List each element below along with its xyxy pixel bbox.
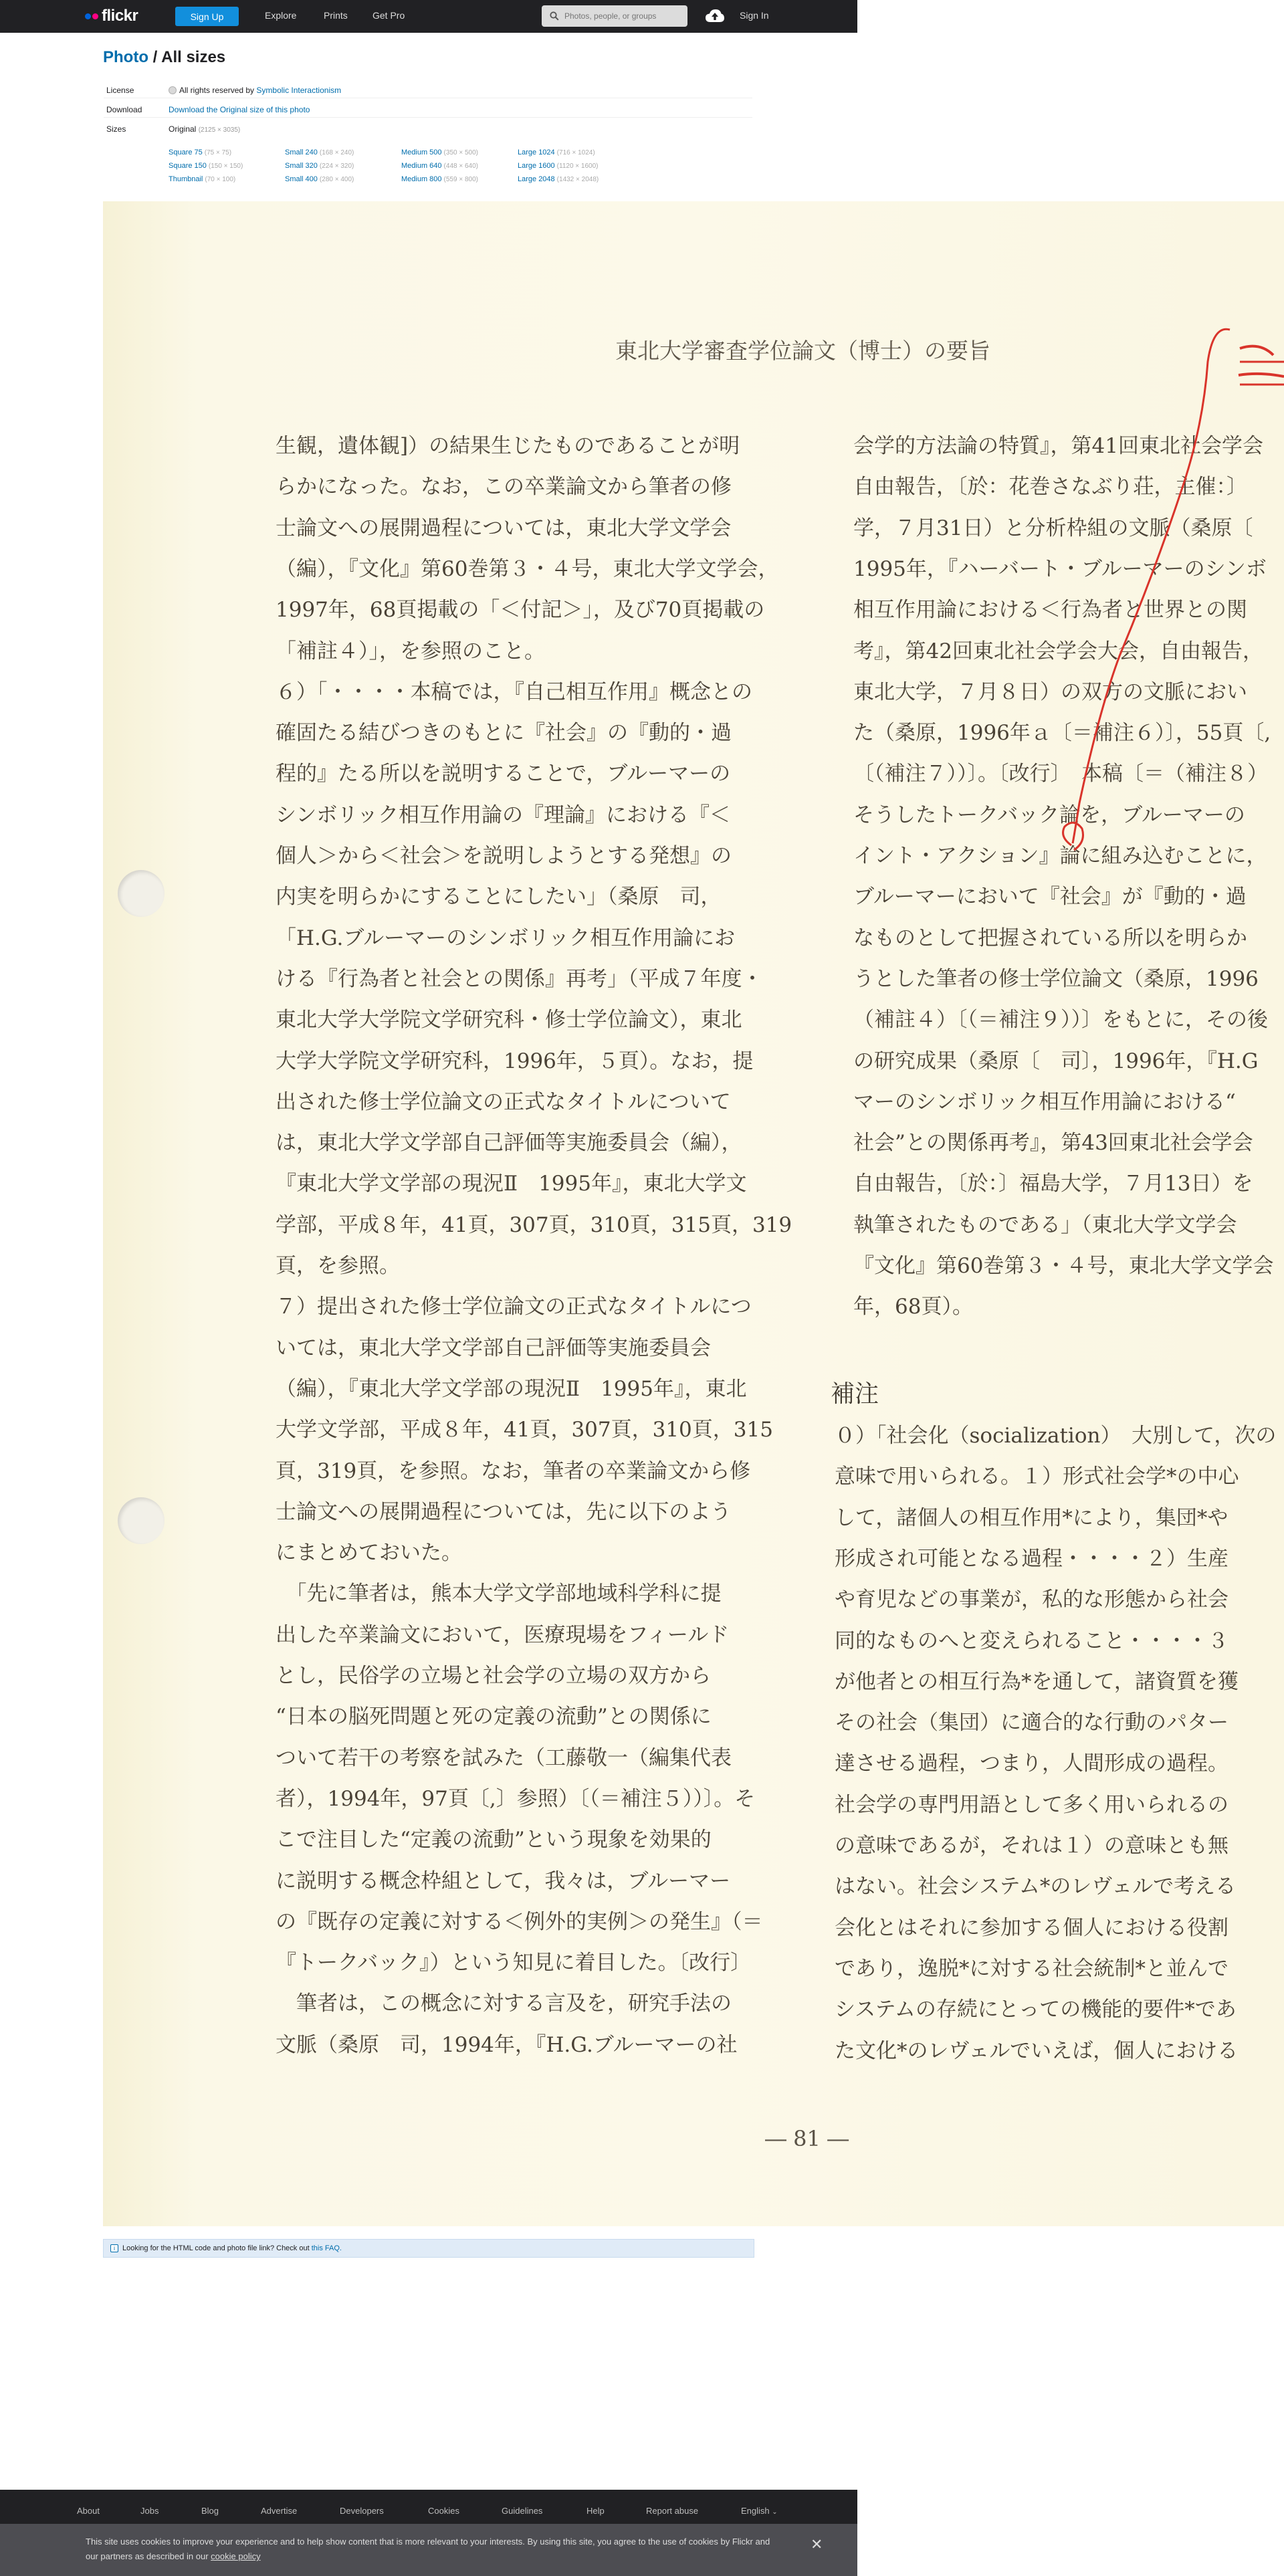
- document-text-line: 大学大学院文学研究科，1996年，５頁）。なお，提: [276, 1049, 754, 1073]
- document-text-line: なものとして把握されている所以を明らか: [853, 926, 1247, 950]
- photo-image: [103, 201, 1284, 2226]
- document-text-line: うとした筆者の修士学位論文（桑原，1996: [853, 966, 1259, 991]
- size-link-thumbnail[interactable]: Thumbnail (70 × 100): [169, 175, 236, 183]
- original-size: [169, 124, 240, 134]
- document-text-line: 内実を明らかにすることにしたい」（桑原 司，: [276, 885, 722, 909]
- document-text-line: 生観，遺体観]）の結果生じたものであることが明: [276, 434, 740, 458]
- footer-about[interactable]: About: [77, 2506, 100, 2516]
- document-text-line: の『既存の定義に対する＜例外的実例＞の発生』（＝: [276, 1909, 763, 1934]
- document-text-line: 学，７月31日）と分析枠組の文脈（桑原〔: [853, 516, 1253, 540]
- footer-guidelines[interactable]: Guidelines: [502, 2506, 543, 2516]
- size-link-square-150[interactable]: Square 150 (150 × 150): [169, 162, 243, 170]
- logo-pink-dot: [92, 13, 98, 19]
- document-text-line: 士論文への展開過程については，東北大学文学会: [276, 516, 732, 540]
- logo-text: flickr: [102, 7, 138, 25]
- document-text-line: ６）「・・・・本稿では，『自己相互作用』概念との: [276, 679, 752, 704]
- footer-developers[interactable]: Developers: [340, 2506, 384, 2516]
- license-row: [104, 84, 752, 98]
- signup-button[interactable]: Sign Up: [175, 7, 239, 26]
- footer-cookies[interactable]: Cookies: [428, 2506, 459, 2516]
- document-text-line: 意味で用いられる。１）形式社会学*の中心: [835, 1465, 1239, 1489]
- document-text-line: ついて若干の考察を試みた（工藤敬一（編集代表: [276, 1745, 732, 1770]
- page-title: [103, 48, 225, 67]
- close-icon[interactable]: ✕: [811, 2536, 823, 2553]
- download-row: [104, 103, 752, 118]
- punch-hole: [118, 1497, 165, 1544]
- owner-link[interactable]: Symbolic Interactionism: [256, 86, 342, 95]
- cookie-policy-link[interactable]: cookie policy: [211, 2551, 261, 2561]
- document-text-line: 社会”との関係再考』，第43回東北社会学会: [853, 1131, 1253, 1156]
- document-text-line: とし，民俗学の立場と社会学の立場の双方から: [276, 1664, 711, 1688]
- document-text-line: 会学的方法論の特質』，第41回東北社会学会: [853, 434, 1263, 458]
- footer-jobs[interactable]: Jobs: [140, 2506, 159, 2516]
- size-link-small-400[interactable]: Small 400 (280 × 400): [285, 175, 354, 183]
- flickr-logo[interactable]: [85, 8, 138, 24]
- document-text-line: 『文化』第60巻第３・４号，東北大学文学会: [853, 1254, 1274, 1278]
- footer-help[interactable]: Help: [586, 2506, 605, 2516]
- size-link-medium-800[interactable]: Medium 800 (559 × 800): [401, 175, 478, 183]
- document-header: 東北大学審査学位論文（博士）の要旨: [615, 338, 990, 364]
- punch-hole: [118, 870, 165, 917]
- all-sizes-title: All sizes: [161, 48, 226, 66]
- document-text-line: はない。社会システム*のレヴェルで考える: [835, 1874, 1237, 1899]
- document-text-line: 出された修士学位論文の正式なタイトルについて: [276, 1089, 731, 1114]
- document-text-line: 程的』たる所以を説明することで，ブルーマーの: [276, 762, 731, 786]
- download-label: Download: [106, 105, 142, 114]
- document-text-line: 達させる過程，つまり，人間形成の過程。: [835, 1751, 1228, 1776]
- search-input[interactable]: [564, 11, 678, 21]
- document-text-line: そうしたトークバック論を，ブルーマーの: [853, 802, 1245, 827]
- document-text-line: 東北大学大学院文学研究科・修士学位論文），東北: [276, 1008, 742, 1033]
- size-link-large-1024[interactable]: Large 1024 (716 × 1024): [518, 148, 595, 156]
- document-text-line: 『トークバック』）という知見に着目した。〔改行〕: [276, 1951, 752, 1975]
- document-text-line: こで注目した“定義の流動”という現象を効果的: [276, 1828, 712, 1852]
- document-text-line: た文化*のレヴェルでいえば，個人における: [835, 2038, 1239, 2063]
- size-link-small-240[interactable]: Small 240 (168 × 240): [285, 148, 354, 156]
- language-selector[interactable]: English ⌄: [741, 2506, 778, 2516]
- document-text-line: （編），『東北大学文学部の現況Ⅱ 1995年』，東北: [276, 1376, 747, 1401]
- document-text-line: 相互作用論における＜行為者と世界との関: [853, 598, 1247, 623]
- document-text-line: 学部，平成８年，41頁，307頁，310頁，315頁，319: [276, 1212, 792, 1237]
- info-icon: i: [110, 2244, 118, 2252]
- document-text-line: 自由報告，〔於：〕福島大学，７月13日）を: [853, 1172, 1253, 1196]
- document-text-line: いては，東北大学文学部自己評価等実施委員会: [276, 1335, 711, 1360]
- document-text-line: 「H.G.ブルーマーのシンボリック相互作用論にお: [276, 926, 736, 950]
- document-text-line: 文脈（桑原 司，1994年，『H.G.ブルーマーの社: [276, 2032, 738, 2057]
- license-text: All rights reserved by: [179, 86, 255, 95]
- document-text-line: た（桑原，1996年ａ〔＝補注６）〕，55頁〔,: [853, 721, 1271, 746]
- document-text-line: 会化とはそれに参加する個人における役割: [835, 1915, 1228, 1940]
- document-text-line: 士論文への展開過程については，先に以下のよう: [276, 1499, 732, 1524]
- document-text-line: イント・アクション』論に組み込むことに，: [853, 844, 1267, 868]
- document-text-line: ける『行為者と社会との関係』再考」（平成７年度・: [276, 966, 763, 991]
- document-text-line: 〔（補注７））〕。〔改行〕 本稿〔＝（補注８）: [853, 762, 1268, 786]
- document-text-line: マーのシンボリック相互作用論における“: [853, 1089, 1236, 1114]
- document-text-line: 大学文学部，平成８年，41頁，307頁，310頁，315: [276, 1418, 773, 1442]
- document-text-line: 1997年，68頁掲載の「＜付記＞」，及び70頁掲載の: [276, 598, 765, 623]
- document-text-line: は，東北大学文学部自己評価等実施委員会（編），: [276, 1131, 742, 1156]
- upload-cloud-icon[interactable]: [705, 9, 725, 23]
- size-link-small-320[interactable]: Small 320 (224 × 320): [285, 162, 354, 170]
- faq-link[interactable]: this FAQ.: [311, 2244, 342, 2252]
- document-text-line: 1995年，『ハーバート・ブルーマーのシンボ: [853, 556, 1267, 581]
- document-text-line: の研究成果（桑原〔 司〕，1996年，『H.G: [853, 1049, 1259, 1073]
- cookie-banner: [0, 2524, 857, 2576]
- document-text-line: ０）「社会化（socialization） 大別して，次の: [835, 1424, 1277, 1448]
- document-text-line: 確固たる結びつきのもとに『社会』の『動的・過: [276, 721, 732, 746]
- document-text-line: 執筆されたものである」（東北大学文学会: [853, 1212, 1237, 1237]
- document-text-line: その社会（集団）に適合的な行動のパター: [835, 1711, 1228, 1735]
- original-dims: (2125 × 3035): [198, 126, 241, 134]
- nav-get-pro[interactable]: Get Pro: [372, 10, 405, 21]
- document-text-line: 考』，第42回東北社会学会大会，自由報告，: [853, 639, 1263, 663]
- license-value: [169, 86, 341, 95]
- footer-advertise[interactable]: Advertise: [261, 2506, 298, 2516]
- document-text-line: 「先に筆者は，熊本大学文学部地域科学科に提: [276, 1582, 722, 1606]
- document-text-line: 出した卒業論文において，医療現場をフィールド: [276, 1622, 730, 1647]
- document-text-line: 東北大学，７月８日）の双方の文脈におい: [853, 679, 1247, 704]
- nav-explore[interactable]: Explore: [265, 10, 297, 21]
- chevron-down-icon: ⌄: [772, 2508, 778, 2516]
- document-text-line: 形成され可能となる過程・・・・２）生産: [835, 1546, 1228, 1571]
- document-text-line: 自由報告，〔於：花巻さなぶり荘，主催：〕: [853, 475, 1247, 500]
- sizes-row: [104, 122, 752, 137]
- document-text-line: や育児などの事業が，私的な形態から社会: [835, 1588, 1228, 1612]
- nav-prints[interactable]: Prints: [324, 10, 348, 21]
- document-text-line: 頁，319頁，を参照。なお，筆者の卒業論文から修: [276, 1459, 751, 1483]
- top-navigation-bar: [0, 0, 857, 33]
- download-original-link[interactable]: Download the Original size of this photo: [169, 105, 310, 114]
- document-text-line: 者），1994年，97頁〔,〕参照）〔（＝補注５））〕。そ: [276, 1786, 756, 1811]
- document-text-line: であり，逸脱*に対する社会統制*と並んで: [835, 1956, 1228, 1981]
- document-text-line: 『東北大学文学部の現況Ⅱ 1995年』，東北大学文: [276, 1172, 747, 1196]
- document-text-line: “日本の脳死問題と死の定義の流動”との関係に: [276, 1705, 712, 1729]
- document-text-line: （編），『文化』第60巻第３・４号，東北大学文学会，: [276, 556, 779, 581]
- document-text-line: 社会学の専門用語として多く用いられるの: [835, 1792, 1228, 1817]
- document-text-line: 個人＞から＜社会＞を説明しようとする発想』の: [276, 844, 732, 868]
- document-text-line: らかになった。なお，この卒業論文から筆者の修: [276, 475, 732, 500]
- document-text-line: の意味であるが，それは１）の意味とも無: [835, 1834, 1228, 1858]
- page-number: ― 81 ―: [765, 2126, 849, 2151]
- faq-text: Looking for the HTML code and photo file link? Check out: [122, 2244, 310, 2252]
- size-link-medium-640[interactable]: Medium 640 (448 × 640): [401, 162, 478, 170]
- document-text-line: （補註４）〔（＝補注９））〕をもとに，その後: [853, 1008, 1268, 1033]
- license-label: License: [106, 86, 134, 95]
- document-text-line: 「補註４）」，を参照のこと。: [276, 639, 545, 663]
- original-label: Original: [169, 124, 197, 134]
- title-separator: /: [148, 48, 162, 66]
- search-icon: [550, 11, 559, 21]
- red-handwritten-annotation: [899, 308, 1284, 964]
- document-text-line: 頁，を参照。: [276, 1254, 400, 1278]
- document-text-line: システムの存続にとっての機能的要件*であ: [835, 1998, 1237, 2022]
- document-text-line: 年，68頁）。: [853, 1295, 973, 1319]
- footer-blog[interactable]: Blog: [201, 2506, 219, 2516]
- document-text-line: 筆者は，この概念に対する言及を，研究手法の: [276, 1992, 732, 2016]
- document-text-line: して，諸個人の相互作用*により，集団*や: [835, 1505, 1228, 1530]
- size-link-medium-500[interactable]: Medium 500 (350 × 500): [401, 148, 478, 156]
- document-text-line: 同的なものへと変えられること・・・・３: [835, 1628, 1228, 1653]
- footer-report-abuse[interactable]: Report abuse: [646, 2506, 699, 2516]
- size-link-square-75[interactable]: Square 75 (75 × 75): [169, 148, 232, 156]
- search-box[interactable]: [542, 5, 687, 27]
- size-link-large-1600[interactable]: Large 1600 (1120 × 1600): [518, 162, 599, 170]
- document-text-line: にまとめておいた。: [276, 1541, 462, 1566]
- copyright-icon: [169, 86, 177, 94]
- photo-link[interactable]: Photo: [103, 48, 148, 66]
- document-text-line: に説明する概念枠組として，我々は，ブルーマー: [276, 1868, 731, 1893]
- document-text-line: ７）提出された修士学位論文の正式なタイトルにつ: [276, 1295, 752, 1319]
- faq-notice: [103, 2239, 754, 2258]
- size-link-large-2048[interactable]: Large 2048 (1432 × 2048): [518, 175, 599, 183]
- document-text-line: ブルーマーにおいて『社会』が『動的・過: [853, 885, 1247, 909]
- logo-blue-dot: [85, 13, 91, 19]
- supplement-heading: 補注: [831, 1380, 879, 1408]
- document-text-line: が他者との相互行為*を通して，諸資質を獲: [835, 1669, 1239, 1694]
- cookie-text: This site uses cookies to improve your experience and to help show content that is more relevant to your interests. By using this site, you agree to the use of cookies by Flickr and our partners as described in our cookie policy: [86, 2537, 770, 2561]
- document-text-line: シンボリック相互作用論の『理論』における『＜: [276, 802, 730, 827]
- sizes-label: Sizes: [106, 124, 126, 134]
- signin-link[interactable]: Sign In: [740, 10, 769, 21]
